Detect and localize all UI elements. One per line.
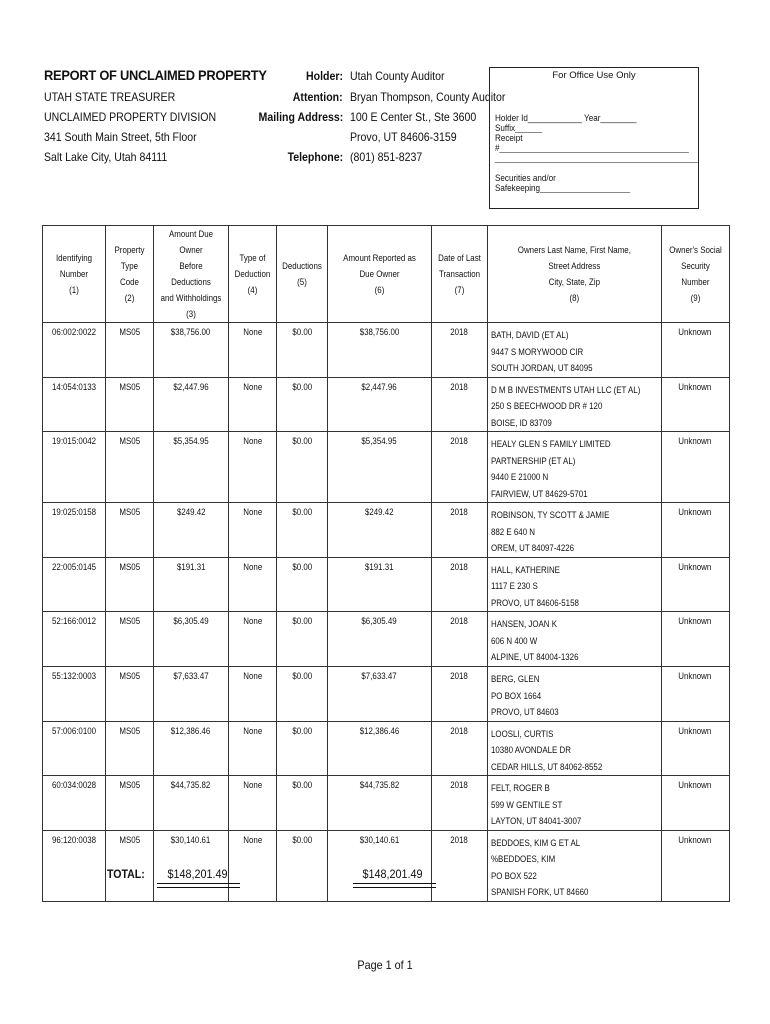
office-use-box [489,67,699,209]
column-header-line: and Withholdings [160,293,222,303]
owner-ssn: Unknown [678,561,712,572]
column-header [432,226,488,323]
identifying-number: 22:005:0145 [51,561,97,572]
property-type-code: MS05 [119,436,140,446]
owner-info-cell [488,377,662,432]
owner-ssn-cell [661,776,729,831]
property-type-code-cell [106,377,154,432]
table-row [43,667,730,722]
identifying-number: 96:120:0038 [51,834,97,845]
property-type-code-cell [106,667,154,722]
deduction-type: None [243,381,262,392]
owner-line: 250 S BEECHWOOD DR # 120 [491,401,603,411]
amount-due-owner: $191.31 [176,561,206,572]
total-amount-due: $148,201.49 [167,867,228,881]
unclaimed-property-table [42,225,730,902]
deductions-cell [277,377,328,432]
amount-due-owner: $30,140.61 [171,834,211,845]
column-header-line: (2) [124,293,135,303]
deductions-cell [277,503,328,558]
org-line: 341 South Main Street, 5th Floor [44,130,197,144]
owner-ssn-cell [661,612,729,667]
holder-id-field: Holder Id____________ Year________ Suffix______ [495,113,637,133]
amount-due-owner-cell [154,830,229,901]
date-of-last-transaction: 2018 [450,507,469,517]
date-of-last-transaction-cell [432,432,488,503]
owner-line: BEDDOES, KIM G ET AL [491,837,581,848]
owner-info-cell [488,721,662,776]
date-of-last-transaction: 2018 [450,725,469,736]
owner-line: CEDAR HILLS, UT 84062-8552 [491,761,603,772]
column-header-line: Due Owner [359,269,400,279]
identifying-number-cell [43,721,106,776]
date-of-last-transaction: 2018 [450,561,469,572]
amount-due-owner: $2,447.96 [173,381,209,392]
owner-ssn: Unknown [678,780,712,790]
amount-due-owner-cell [154,667,229,722]
date-of-last-transaction-cell [432,377,488,432]
owner-ssn-cell [661,557,729,612]
total-underline [353,883,436,888]
property-type-code-cell [106,721,154,776]
identifying-number: 55:132:0003 [51,671,97,681]
deductions-cell [277,432,328,503]
column-header [661,226,729,323]
owner-ssn-cell [661,830,729,901]
identifying-number-cell [43,377,106,432]
column-header-line: Date of Last [438,253,481,263]
date-of-last-transaction-cell [432,667,488,722]
column-header-line: Amount Due Owner [168,229,214,255]
owner-line: 599 W GENTILE ST [491,799,563,810]
owner-info-cell [488,830,662,901]
column-header-line: Number [59,269,89,279]
amount-reported-cell [328,612,432,667]
amount-due-owner: $7,633.47 [173,671,209,681]
deductions: $0.00 [292,616,312,626]
identifying-number-cell [43,776,106,831]
owner-ssn: Unknown [678,507,712,517]
date-of-last-transaction-cell [432,323,488,378]
amount-reported: $249.42 [365,507,394,517]
receipt-field: Receipt #__________________________________________ [495,133,689,153]
deduction-type-cell [229,667,277,722]
amount-reported-cell [328,557,432,612]
date-of-last-transaction: 2018 [450,616,469,626]
mailing-address-label: Mailing Address: [258,110,343,124]
securities-field: Securities and/or Safekeeping____________________ [495,173,631,193]
owner-line: HANSEN, JOAN K [491,619,558,629]
amount-due-owner: $44,735.82 [171,780,211,790]
owner-line: 882 E 640 N [491,526,536,537]
owner-info-cell [488,612,662,667]
column-header [43,226,106,323]
column-header-line: City, State, Zip [548,277,601,287]
column-header [229,226,277,323]
date-of-last-transaction-cell [432,721,488,776]
page-number: Page 1 of 1 [357,958,413,972]
owner-info-cell [488,432,662,503]
owner-line: PO BOX 522 [491,870,537,881]
deductions: $0.00 [292,671,312,681]
owner-line: HEALY GLEN S FAMILY LIMITED [491,439,611,449]
amount-due-owner-cell [154,557,229,612]
deductions: $0.00 [292,780,312,790]
attention-label: Attention: [293,90,343,104]
owner-line: LAYTON, UT 84041-3007 [491,816,582,826]
owner-ssn: Unknown [678,381,712,392]
amount-reported: $191.31 [365,561,394,572]
owner-line: ROBINSON, TY SCOTT & JAMIE [491,510,610,520]
deductions: $0.00 [292,725,312,736]
amount-due-owner-cell [154,721,229,776]
amount-reported-cell [328,721,432,776]
date-of-last-transaction-cell [432,557,488,612]
deductions-cell [277,776,328,831]
deductions: $0.00 [292,327,312,337]
column-header-line: (9) [690,293,701,303]
property-type-code: MS05 [119,507,140,517]
owner-ssn: Unknown [678,834,712,845]
amount-reported: $12,386.46 [359,725,400,736]
column-header-line: (6) [374,285,385,295]
deduction-type-cell [229,432,277,503]
owner-ssn-cell [661,323,729,378]
identifying-number: 19:015:0042 [51,436,97,446]
identifying-number-cell [43,323,106,378]
column-header [488,226,662,323]
column-header-line: Type of [239,253,266,263]
table-row [43,377,730,432]
deductions-cell [277,323,328,378]
holder-value: Utah County Auditor [350,69,445,83]
amount-reported: $7,633.47 [361,671,398,681]
identifying-number: 19:025:0158 [51,507,97,517]
column-header-line: Type [120,261,139,271]
holder-label: Holder: [306,69,343,83]
owner-line: FAIRVIEW, UT 84629-5701 [491,488,588,499]
property-type-code: MS05 [119,616,140,626]
deduction-type: None [243,671,262,681]
property-type-code: MS05 [119,834,140,845]
owner-ssn: Unknown [678,327,712,337]
identifying-number: 57:006:0100 [51,725,97,736]
table-row [43,432,730,503]
date-of-last-transaction-cell [432,612,488,667]
owner-line: 1117 E 230 S [491,581,538,591]
table-row [43,503,730,558]
deduction-type-cell [229,612,277,667]
deductions-cell [277,612,328,667]
column-header-line: Amount Reported as [343,253,416,263]
owner-line: FELT, ROGER B [491,783,550,793]
org-line: UNCLAIMED PROPERTY DIVISION [44,110,217,124]
identifying-number-cell [43,432,106,503]
identifying-number-cell [43,612,106,667]
column-header-line: Deductions [282,261,322,271]
amount-reported-cell [328,830,432,901]
table-row [43,830,730,901]
column-header [154,226,229,323]
owner-line: BATH, DAVID (ET AL) [491,330,569,340]
date-of-last-transaction: 2018 [450,436,469,446]
deduction-type-cell [229,503,277,558]
property-type-code: MS05 [119,381,140,392]
column-header-line: (8) [569,293,580,303]
amount-reported: $5,354.95 [361,436,398,446]
column-header [106,226,154,323]
owner-line: 9447 S MORYWOOD CIR [491,346,584,357]
deduction-type: None [243,780,262,790]
deduction-type-cell [229,776,277,831]
identifying-number-cell [43,830,106,901]
table-header-row [43,226,730,323]
owner-line: 10380 AVONDALE DR [491,745,571,755]
org-line: UTAH STATE TREASURER [44,90,176,104]
deduction-type-cell [229,830,277,901]
date-of-last-transaction-cell [432,776,488,831]
column-header [277,226,328,323]
identifying-number: 60:034:0028 [51,780,97,790]
owner-info-cell [488,503,662,558]
mailing-address-line2: Provo, UT 84606-3159 [350,130,457,144]
owner-line: BERG, GLEN [491,674,540,684]
amount-due-owner-cell [154,503,229,558]
owner-line: HALL, KATHERINE [491,564,560,575]
amount-reported-cell [328,323,432,378]
owner-line: OREM, UT 84097-4226 [491,543,575,553]
column-header-line: (3) [186,309,196,319]
column-header-line: Owner's Social [668,245,722,255]
column-header-line: (7) [454,285,465,295]
amount-reported: $2,447.96 [361,381,398,392]
owner-line: LOOSLI, CURTIS [491,728,554,739]
identifying-number-cell [43,667,106,722]
deduction-type-cell [229,721,277,776]
amount-reported-cell [328,776,432,831]
property-type-code: MS05 [119,327,140,337]
column-header-line: Deduction [234,269,271,279]
owner-ssn: Unknown [678,616,712,626]
deductions: $0.00 [292,507,312,517]
deduction-type: None [243,327,262,337]
owner-ssn: Unknown [678,725,712,736]
owner-line: PROVO, UT 84606-5158 [491,597,579,608]
owner-ssn-cell [661,503,729,558]
amount-reported-cell [328,432,432,503]
amount-due-owner-cell [154,776,229,831]
property-type-code: MS05 [119,671,140,681]
owner-line: SOUTH JORDAN, UT 84095 [491,363,593,373]
property-type-code-cell [106,776,154,831]
owner-ssn-cell [661,377,729,432]
report-title: REPORT OF UNCLAIMED PROPERTY [44,67,267,83]
telephone-label: Telephone: [287,150,343,164]
amount-reported: $44,735.82 [359,780,400,790]
identifying-number: 14:054:0133 [51,381,97,392]
amount-reported: $30,140.61 [359,834,400,845]
telephone-value: (801) 851-8237 [350,150,423,164]
table-row [43,721,730,776]
amount-reported: $38,756.00 [359,327,400,337]
property-type-code-cell [106,612,154,667]
deduction-type: None [243,561,262,572]
amount-reported-cell [328,377,432,432]
property-type-code-cell [106,432,154,503]
owner-line: PROVO, UT 84603 [491,707,559,717]
table-row [43,557,730,612]
blank-field: _____________________________________________ [495,153,698,163]
owner-ssn-cell [661,721,729,776]
property-type-code: MS05 [119,561,140,572]
amount-due-owner: $38,756.00 [171,327,211,337]
deductions-cell [277,557,328,612]
column-header-line: Owners Last Name, First Name, [517,245,631,255]
owner-line: PARTNERSHIP (ET AL) [491,455,576,466]
amount-reported-cell [328,503,432,558]
owner-ssn: Unknown [678,671,712,681]
column-header-line: Transaction [438,269,481,279]
amount-reported-cell [328,667,432,722]
deduction-type: None [243,507,262,517]
amount-due-owner: $12,386.46 [171,725,211,736]
owner-line: ALPINE, UT 84004-1326 [491,652,579,662]
deduction-type: None [243,834,262,845]
deductions: $0.00 [292,561,312,572]
office-use-title: For Office Use Only [552,70,636,81]
amount-due-owner: $6,305.49 [173,616,209,626]
column-header-line: Code [120,277,139,287]
owner-info-cell [488,776,662,831]
amount-due-owner-cell [154,323,229,378]
column-header-line: Security Number [680,261,710,287]
column-header-line: (1) [69,285,79,295]
column-header-line: Property [114,245,145,255]
owner-line: %BEDDOES, KIM [491,854,556,864]
date-of-last-transaction: 2018 [450,381,469,392]
deduction-type: None [243,616,262,626]
deductions-cell [277,667,328,722]
deductions: $0.00 [292,436,312,446]
total-label: TOTAL: [107,867,145,881]
owner-info-cell [488,557,662,612]
mailing-address-line1: 100 E Center St., Ste 3600 [350,110,477,124]
deductions-cell [277,721,328,776]
column-header-line: Before Deductions [171,261,211,287]
amount-due-owner: $5,354.95 [173,436,209,446]
column-header [328,226,432,323]
amount-due-owner-cell [154,377,229,432]
owner-line: SPANISH FORK, UT 84660 [491,887,589,897]
owner-ssn-cell [661,667,729,722]
date-of-last-transaction: 2018 [450,780,469,790]
property-type-code-cell [106,323,154,378]
owner-line: 606 N 400 W [491,635,538,646]
column-header-line: (5) [297,277,307,287]
property-type-code: MS05 [119,780,140,790]
identifying-number: 06:002:0022 [51,327,97,337]
date-of-last-transaction-cell [432,503,488,558]
deduction-type-cell [229,377,277,432]
property-type-code-cell [106,503,154,558]
amount-due-owner-cell [154,612,229,667]
amount-reported: $6,305.49 [361,616,398,626]
deduction-type: None [243,725,262,736]
owner-info-cell [488,667,662,722]
table-row [43,776,730,831]
owner-line: BOISE, ID 83709 [491,417,552,428]
property-type-code-cell [106,557,154,612]
deductions: $0.00 [292,834,312,845]
table-body [43,323,730,902]
identifying-number: 52:166:0012 [51,616,97,626]
date-of-last-transaction: 2018 [450,327,469,337]
amount-due-owner: $249.42 [176,507,206,517]
org-line: Salt Lake City, Utah 84111 [44,150,168,164]
deductions: $0.00 [292,381,312,392]
column-header-line: Identifying [55,253,93,263]
column-header-line: Street Address [548,261,601,271]
owner-line: PO BOX 1664 [491,690,542,701]
deduction-type: None [243,436,262,446]
owner-ssn-cell [661,432,729,503]
date-of-last-transaction: 2018 [450,671,469,681]
owner-ssn: Unknown [678,436,712,446]
date-of-last-transaction: 2018 [450,834,469,845]
identifying-number-cell [43,557,106,612]
owner-line: D M B INVESTMENTS UTAH LLC (ET AL) [491,384,641,395]
column-header-line: (4) [247,285,258,295]
deductions-cell [277,830,328,901]
property-type-code: MS05 [119,725,140,736]
total-amount-reported: $148,201.49 [362,867,423,881]
total-underline [157,883,240,888]
amount-due-owner-cell [154,432,229,503]
deduction-type-cell [229,323,277,378]
deduction-type-cell [229,557,277,612]
owner-line: 9440 E 21000 N [491,472,549,482]
identifying-number-cell [43,503,106,558]
table-row [43,323,730,378]
table-row [43,612,730,667]
property-type-code-cell [106,830,154,901]
attention-value: Bryan Thompson, County Auditor [350,90,506,104]
owner-info-cell [488,323,662,378]
date-of-last-transaction-cell [432,830,488,901]
